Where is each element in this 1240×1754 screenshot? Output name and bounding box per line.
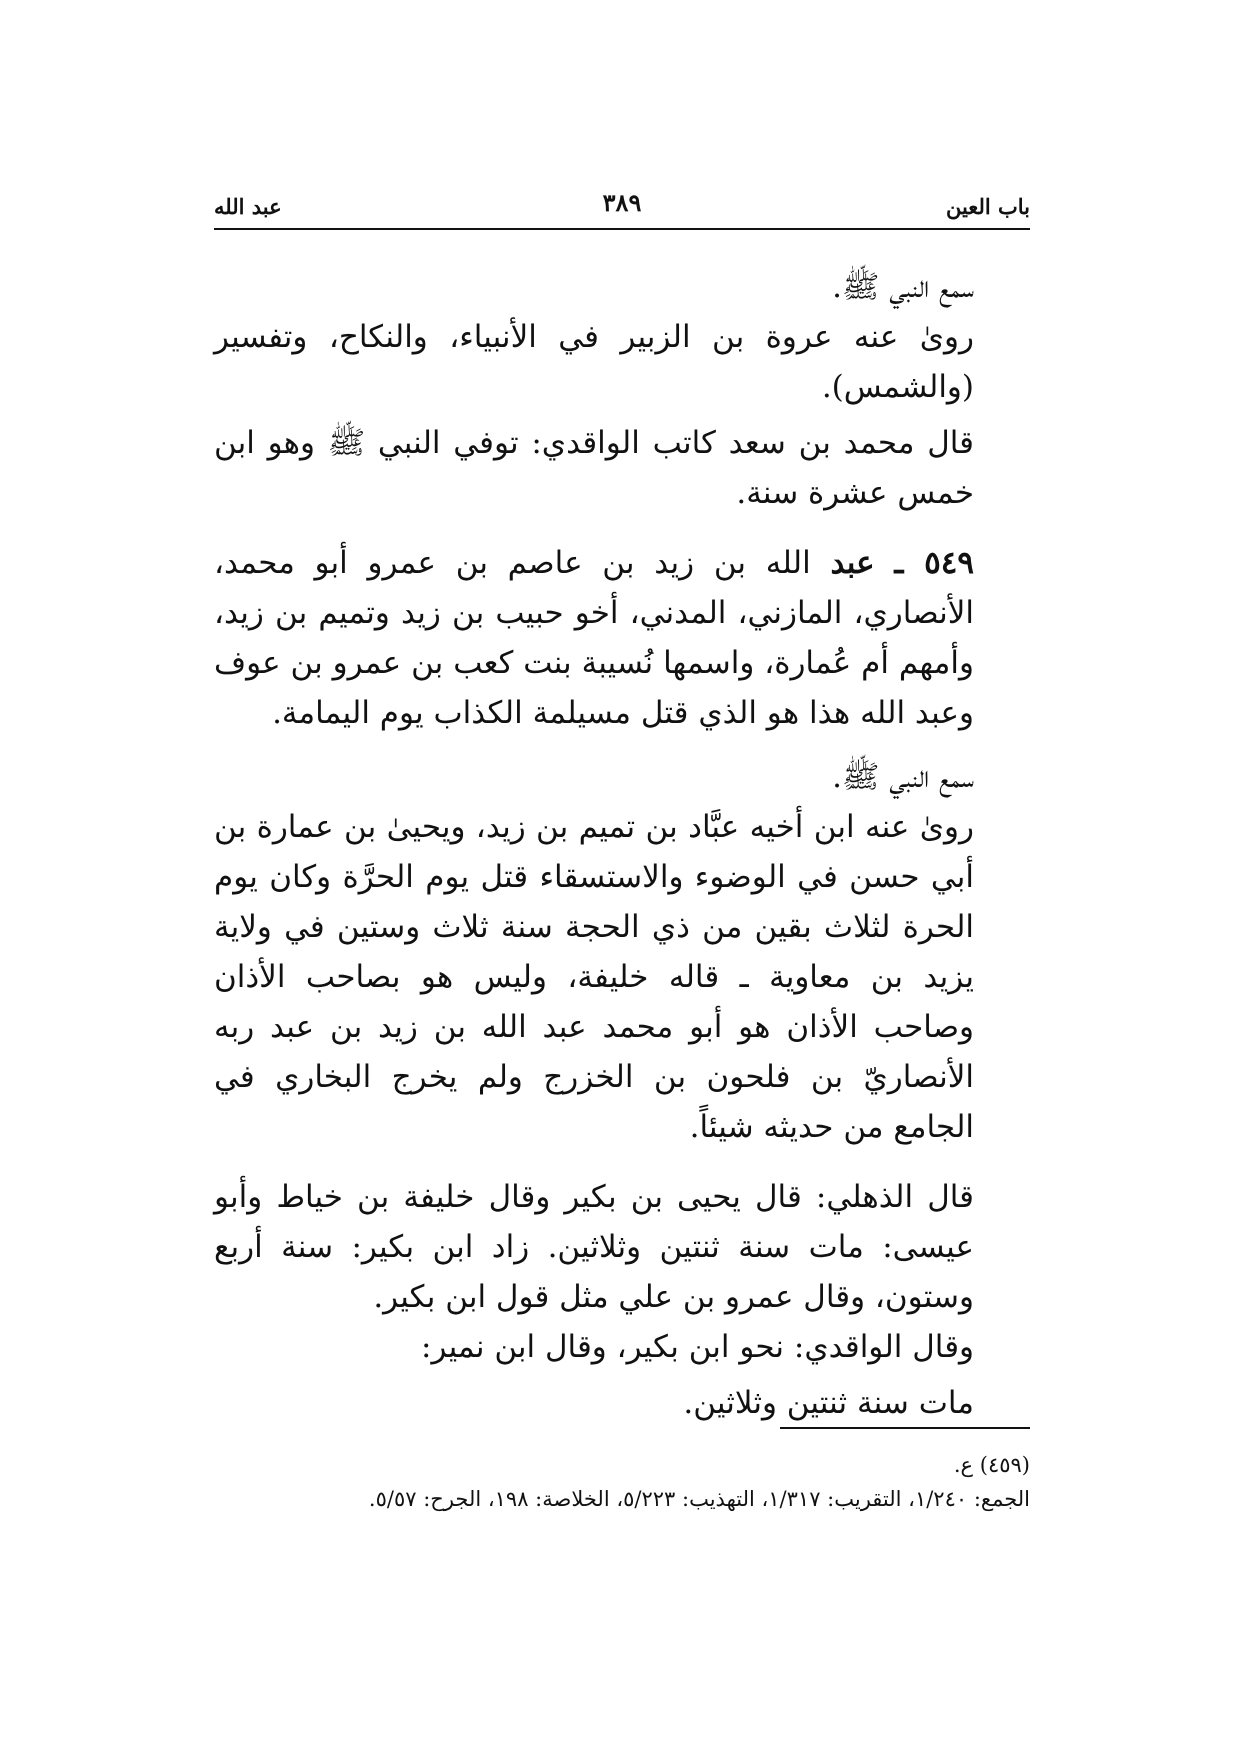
paragraph: وقال الواقدي: نحو ابن بكير، وقال ابن نمير:	[421, 1329, 974, 1365]
paragraph: سمع النبي ﷺ.	[832, 759, 974, 795]
page-header	[214, 186, 1030, 226]
footnote-divider	[780, 1427, 1030, 1429]
paragraph: روىٰ عنه ابن أخيه عبَّاد بن تميم بن زيد، ويحيىٰ بن عمارة بن أبي حسن في الوضوء والاستسقاء قتل يوم الحرَّة وكان يوم الحرة لثلاث بقين من ذي الحجة سنة ثلاث وستين في ولاية يزيد بن معاوية ـ قاله خليفة، وليس هو بصاحب الأذان وصاحب الأذان هو أبو محمد عبد الله بن زيد بن عبد ربه الأنصاريّ بن فلحون بن الخزرج ولم يخرج البخاري في الجامع من حديثه شيئاً.	[214, 809, 974, 1145]
footnotes	[214, 1448, 1030, 1516]
footnote-marker: (٤٥٩) ع.	[953, 1453, 1030, 1477]
footnote-text: الجمع: ١/٢٤٠، التقريب: ١/٣١٧، التهذيب: ٥/٢٢٣، الخلاصة: ١٩٨، الجرح: ٥/٥٧.	[368, 1487, 1030, 1511]
paragraph: سمع النبي ﷺ.	[832, 269, 974, 305]
paragraph: قال الذهلي: قال يحيى بن بكير وقال خليفة بن خياط وأبو عيسى: مات سنة ثنتين وثلاثين. زاد ابن بكير: سنة أربع وستون، وقال عمرو بن علي مثل قول ابن بكير.	[214, 1179, 974, 1315]
paragraph: قال محمد بن سعد كاتب الواقدي: توفي النبي ﷺ وهو ابن خمس عشرة سنة.	[214, 425, 974, 511]
entry-number: ٥٤٩ ـ	[894, 545, 975, 581]
paragraph: مات سنة ثنتين وثلاثين.	[683, 1385, 974, 1421]
running-head: عبد الله	[214, 194, 282, 219]
paragraph: روىٰ عنه عروة بن الزبير في الأنبياء، والنكاح، وتفسير (والشمس).	[214, 319, 974, 405]
chapter-title: باب العين	[945, 194, 1030, 219]
entry-name: عبد	[830, 545, 875, 581]
header-divider	[214, 228, 1030, 230]
entry-text: الله بن زيد بن عاصم بن عمرو أبو محمد، الأنصاري، المازني، المدني، أخو حبيب بن زيد وتميم بن زيد، وأمهم أم عُمارة، واسمها نُسيبة بنت كعب بن عمرو بن عوف وعبد الله هذا هو الذي قتل مسيلمة الكذاب يوم اليمامة.	[214, 545, 974, 731]
page-number: ٣٨٩	[602, 188, 642, 217]
entry-paragraph	[214, 538, 1030, 738]
main-text	[214, 262, 1030, 1428]
